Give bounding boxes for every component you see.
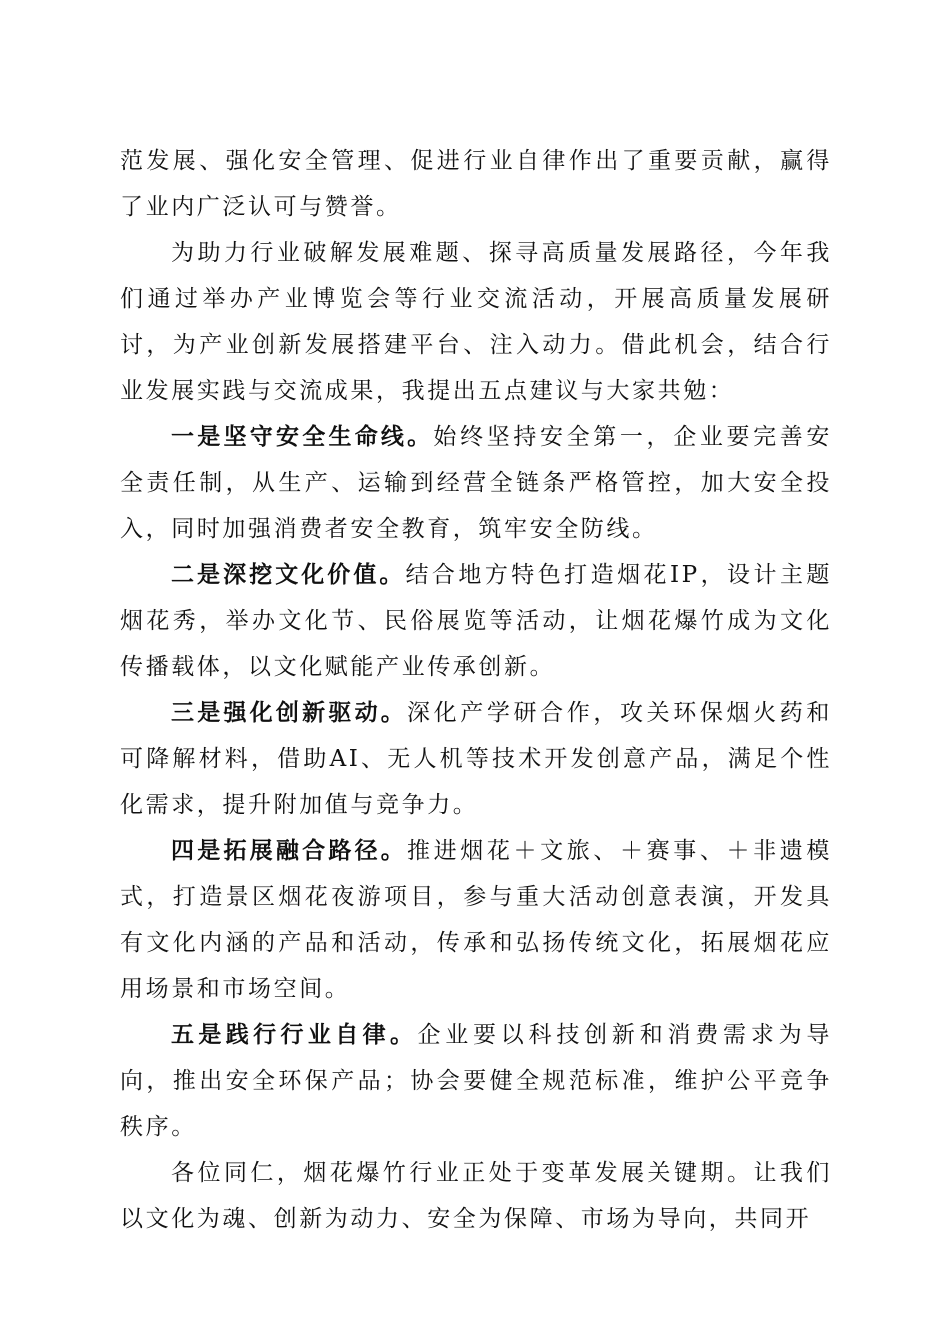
paragraph-text: 推进烟花＋文旅、＋赛事、＋非遗模式，打造景区烟花夜游项目，参与重大活动创意表演，开发具有文化内涵的产品和活动，传承和弘扬传统文化，拓展烟花应用场景和市场空间。 bbox=[120, 838, 832, 1002]
paragraph-closing bbox=[120, 1150, 832, 1242]
paragraph-lead: 三是强化创新驱动。 bbox=[171, 700, 408, 726]
paragraph-text: 深化产学研合作，攻关环保烟火药和可降解材料，借助AI、无人机等技术开发创意产品，满足个性化需求，提升附加值与竞争力。 bbox=[120, 700, 832, 818]
paragraph-text: 结合地方特色打造烟花IP，设计主题烟花秀，举办文化节、民俗展览等活动，让烟花爆竹成为文化传播载体，以文化赋能产业传承创新。 bbox=[120, 562, 832, 680]
paragraph-lead: 二是深挖文化价值。 bbox=[171, 562, 406, 588]
paragraph-point-one bbox=[120, 414, 832, 552]
paragraph-point-four bbox=[120, 828, 832, 1012]
paragraph-text: 企业要以科技创新和消费需求为导向，推出安全环保产品；协会要健全规范标准，维护公平竞争秩序。 bbox=[120, 1022, 833, 1140]
paragraph-lead: 四是拓展融合路径。 bbox=[171, 838, 408, 864]
paragraph-text: 始终坚持安全第一，企业要完善安全责任制，从生产、运输到经营全链条严格管控，加大安全投入，同时加强消费者安全教育，筑牢安全防线。 bbox=[120, 424, 833, 542]
paragraph-text: 各位同仁，烟花爆竹行业正处于变革发展关键期。让我们以文化为魂、创新为动力、安全为保障、市场为导向，共同开 bbox=[120, 1160, 832, 1232]
paragraph-intro bbox=[120, 230, 832, 414]
paragraph-point-three bbox=[120, 690, 832, 828]
paragraph-point-two bbox=[120, 552, 832, 690]
paragraph-text: 范发展、强化安全管理、促进行业自律作出了重要贡献，赢得了业内广泛认可与赞誉。 bbox=[120, 148, 832, 220]
paragraph-point-five bbox=[120, 1012, 832, 1150]
paragraph-lead: 一是坚守安全生命线。 bbox=[171, 424, 434, 450]
paragraph-lead: 五是践行行业自律。 bbox=[171, 1022, 418, 1048]
document-body bbox=[120, 138, 832, 1242]
paragraph-continuation bbox=[120, 138, 832, 230]
paragraph-text: 为助力行业破解发展难题、探寻高质量发展路径，今年我们通过举办产业博览会等行业交流活动，开展高质量发展研讨，为产业创新发展搭建平台、注入动力。借此机会，结合行业发展实践与交流成果，我提出五点建议与大家共勉： bbox=[120, 240, 832, 404]
